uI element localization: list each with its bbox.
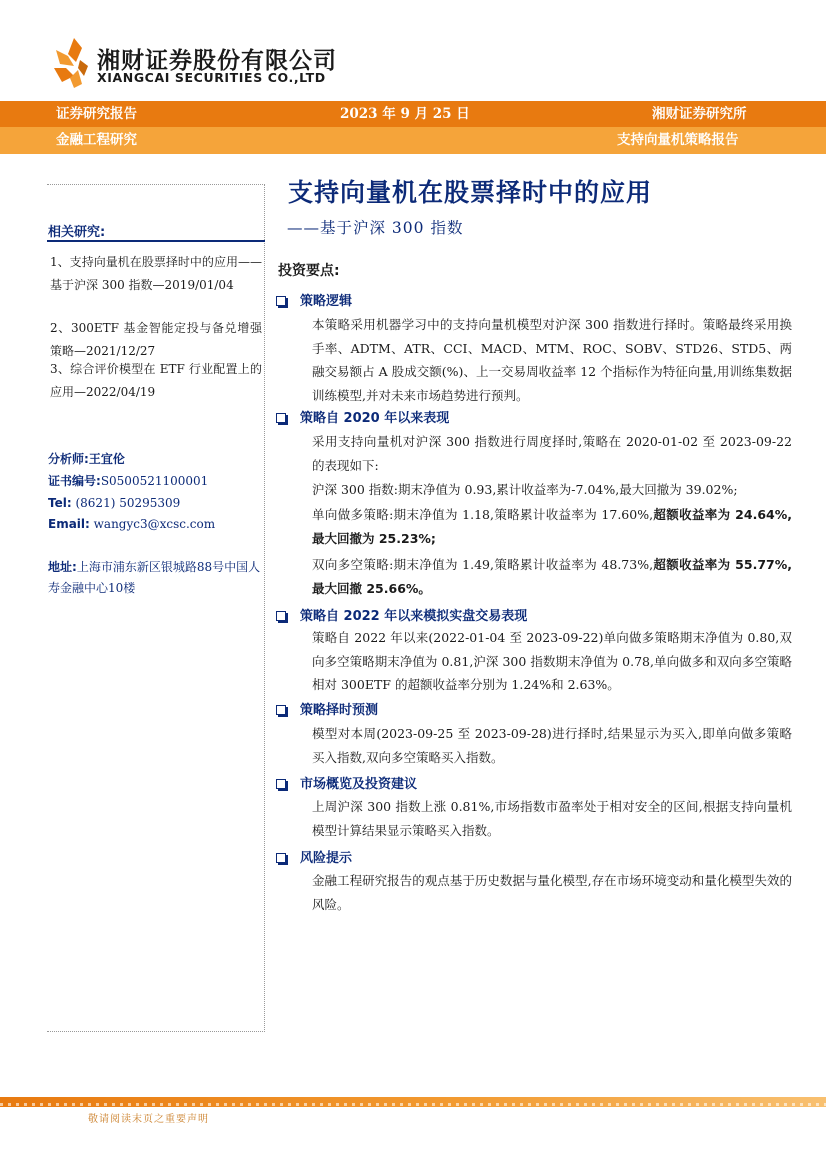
sim-2022-paragraph: 策略自 2022 年以来(2022-01-04 至 2023-09-22)单向做多策略期末净值为 0.80,双向多空策略期末净值为 0.81,沪深 300 指数期末净值为 0.78,单向做多和双向多空策略相对 300ETF 的超额收益率分别为 1.24%和 2.63%。 [312, 630, 792, 692]
email-row [48, 515, 215, 533]
company-name-en: XIANGCAI SECURITIES CO.,LTD [97, 70, 326, 85]
report-type-label: 证券研究报告 [56, 106, 137, 122]
tel-row [48, 494, 180, 512]
related-item-1[interactable]: 1、支持向量机在股票择时中的应用——基于沪深 300 指数—2019/01/04 [50, 255, 262, 292]
institute-name: 湘财证券研究所 [652, 106, 747, 122]
sidebar-frame [47, 184, 265, 1032]
cert-number: S0500521100001 [100, 474, 209, 488]
cert-row [48, 472, 208, 490]
tel-number: (8621) 50295309 [75, 496, 181, 510]
checkbox-bullet-icon [276, 413, 286, 423]
header-band-primary [0, 101, 826, 127]
logic-paragraph: 本策略采用机器学习中的支持向量机模型对沪深 300 指数进行择时。策略最终采用换手率、ADTM、ATR、CCI、MACD、MTM、ROC、SOBV、STD26、STD5、两融交易额占 A 股成交额(%)、上一交易周收益率 12 个指标作为特征向量,用训练集数据训练模型,并对未来市场趋势进行预判。 [312, 317, 792, 403]
report-date: 2023 年 9 月 25 日 [340, 106, 470, 122]
market-paragraph: 上周沪深 300 指数上涨 0.81%,市场指数市盈率处于相对安全的区间,根据支持向量机模型计算结果显示策略买入指数。 [312, 799, 792, 838]
report-subtitle: ——基于沪深 300 指数 [287, 219, 464, 237]
email-link[interactable]: wangyc3@xcsc.com [93, 517, 216, 531]
perf-2020-intro: 采用支持向量机对沪深 300 指数进行周度择时,策略在 2020-01-02 至 2023-09-22 的表现如下: [312, 434, 792, 473]
perf-2020-long-highlight: 超额收益率为 24.64%,最大回撤为 25.23%; [312, 507, 792, 546]
section-heading-logic: 策略逻辑 [276, 290, 352, 309]
perf-2020-longshort: 双向多空策略:期末净值为 1.49,策略累计收益率为 48.73%,超额收益率为 55.77%,最大回撤 25.66%。 [312, 557, 792, 596]
related-item-2[interactable]: 2、300ETF 基金智能定投与备兑增强策略—2021/12/27 [50, 321, 262, 358]
cert-label: 证书编号: [48, 474, 101, 488]
address-label: 地址: [48, 560, 77, 574]
company-logo-icon [52, 36, 92, 90]
footer-disclaimer: 敬请阅读末页之重要声明 [88, 1114, 209, 1125]
related-item-3[interactable]: 3、综合评价模型在 ETF 行业配置上的应用—2022/04/19 [50, 362, 262, 399]
tel-label: Tel: [48, 496, 72, 510]
related-research-rule [47, 240, 265, 242]
risk-paragraph: 金融工程研究报告的观点基于历史数据与量化模型,存在市场环境变动和量化模型失效的风险。 [312, 873, 792, 912]
section-heading-forecast: 策略择时预测 [276, 699, 378, 718]
perf-2020-ls-highlight: 超额收益率为 55.77%,最大回撤 25.66%。 [312, 557, 792, 596]
checkbox-bullet-icon [276, 779, 286, 789]
company-name-cn: 湘财证券股份有限公司 [97, 48, 337, 74]
checkbox-bullet-icon [276, 611, 286, 621]
perf-2020-long: 单向做多策略:期末净值为 1.18,策略累计收益率为 17.60%,超额收益率为 24.64%,最大回撤为 25.23%; [312, 507, 792, 546]
section-heading-market: 市场概览及投资建议 [276, 773, 417, 792]
analyst-label: 分析师: [48, 452, 89, 466]
checkbox-bullet-icon [276, 296, 286, 306]
footer-band-pattern [0, 1103, 826, 1106]
section-heading-perf-2020: 策略自 2020 年以来表现 [276, 407, 449, 426]
related-research-heading: 相关研究: [48, 225, 106, 240]
report-series: 支持向量机策略报告 [617, 132, 739, 148]
investment-highlights-label: 投资要点: [278, 263, 340, 279]
analyst-row [48, 450, 125, 468]
research-category: 金融工程研究 [56, 132, 137, 148]
section-heading-sim-2022: 策略自 2022 年以来模拟实盘交易表现 [276, 605, 527, 624]
forecast-paragraph: 模型对本周(2023-09-25 至 2023-09-28)进行择时,结果显示为买入,即单向做多策略买入指数,双向多空策略买入指数。 [312, 726, 792, 765]
section-heading-risk: 风险提示 [276, 847, 352, 866]
checkbox-bullet-icon [276, 705, 286, 715]
email-label: Email: [48, 517, 90, 531]
checkbox-bullet-icon [276, 853, 286, 863]
address-block [48, 557, 263, 599]
analyst-name: 王宜伦 [88, 452, 125, 466]
header-band-secondary [0, 127, 826, 154]
address-value: 上海市浦东新区银城路88号中国人寿金融中心10楼 [48, 560, 261, 595]
perf-2020-index: 沪深 300 指数:期末净值为 0.93,累计收益率为-7.04%,最大回撤为 39.02%; [312, 482, 738, 497]
report-title: 支持向量机在股票择时中的应用 [288, 178, 653, 207]
